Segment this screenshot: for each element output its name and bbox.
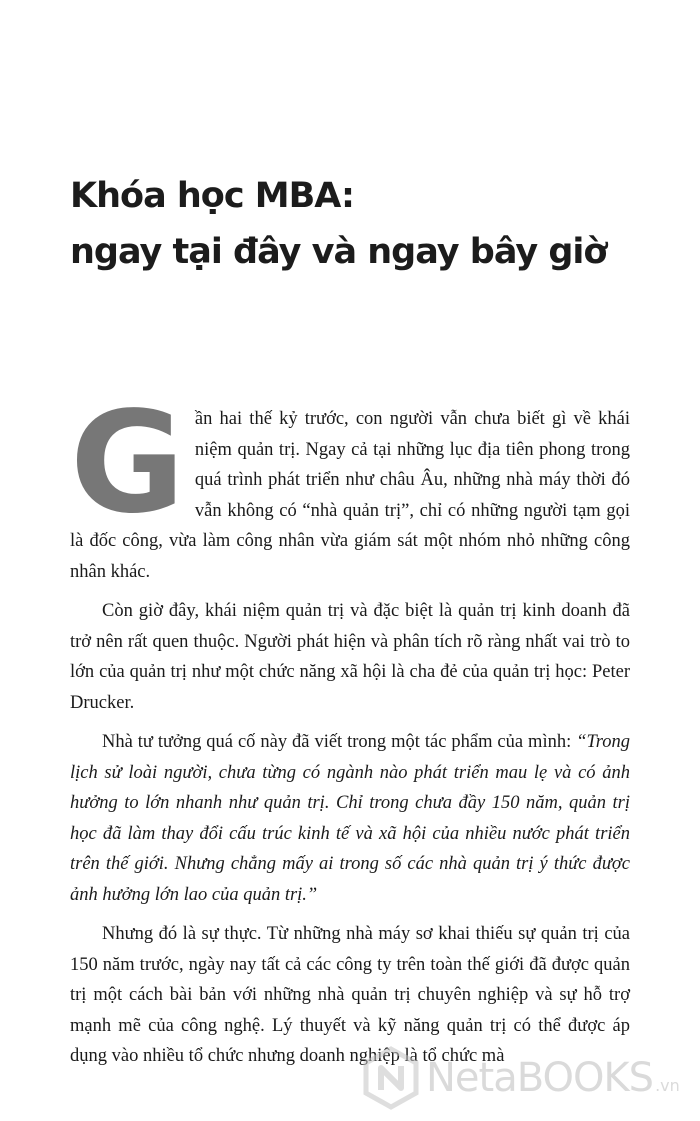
drop-cap: G [70,382,185,545]
paragraph-3 [70,727,630,910]
paragraph-3-intro: Nhà tư tưởng quá cố này đã viết trong một tác phẩm của mình: [102,732,572,752]
chapter-body [70,382,631,1081]
chapter-title-line-1: Khóa học MBA: [70,176,355,216]
netabooks-logo-icon [362,1046,420,1110]
chapter-title [70,168,670,280]
watermark [362,1043,680,1113]
watermark-brand: NetaBOOKS [426,1055,654,1101]
drucker-quote: “Trong lịch sử loài người, chưa từng có ngành nào phát triển mau lẹ và có ảnh hưởng to lớn nhanh như quản trị. Chỉ trong chưa đầy 150 năm, quản trị học đã làm thay đổi cấu trúc kinh tế và xã hội của nhiều nước phát triển trên thế giới. Nhưng chẳng mấy ai trong số các nhà quản trị ý thức được ảnh hưởng lớn lao của quản trị.” [70,732,631,905]
watermark-suffix: .vn [655,1075,680,1095]
chapter-title-line-2: ngay tại đây và ngay bây giờ [70,232,607,272]
paragraph-1 [70,382,630,587]
paragraph-1-text: ần hai thế kỷ trước, con người vẫn chưa biết gì về khái niệm quản trị. Ngay cả tại những lục địa tiên phong trong quá trình phát triển như châu Âu, những nhà máy thời đó vẫn không có “nhà quản trị”, chỉ có những người tạm gọi là đốc công, vừa làm công nhân vừa giám sát một nhóm nhỏ những công nhân khác. [70,409,630,582]
paragraph-2: Còn giờ đây, khái niệm quản trị và đặc biệt là quản trị kinh doanh đã trở nên rất quen thuộc. Người phát hiện và phân tích rõ ràng nhất vai trò to lớn của quản trị như một chức năng xã hội là cha đẻ của quản trị học: Peter Drucker. [70,601,630,713]
paragraph-4: Nhưng đó là sự thực. Từ những nhà máy sơ khai thiếu sự quản trị của 150 năm trước, ngày nay tất cả các công ty trên toàn thế giới đã được quản trị một cách bài bản với những nhà quản trị chuyên nghiệp và sự hỗ trợ mạnh mẽ của công nghệ. Lý thuyết và kỹ năng quản trị có thể được áp dụng vào nhiều tổ chức nhưng doanh nghiệp là tổ chức mà [70,924,630,1066]
